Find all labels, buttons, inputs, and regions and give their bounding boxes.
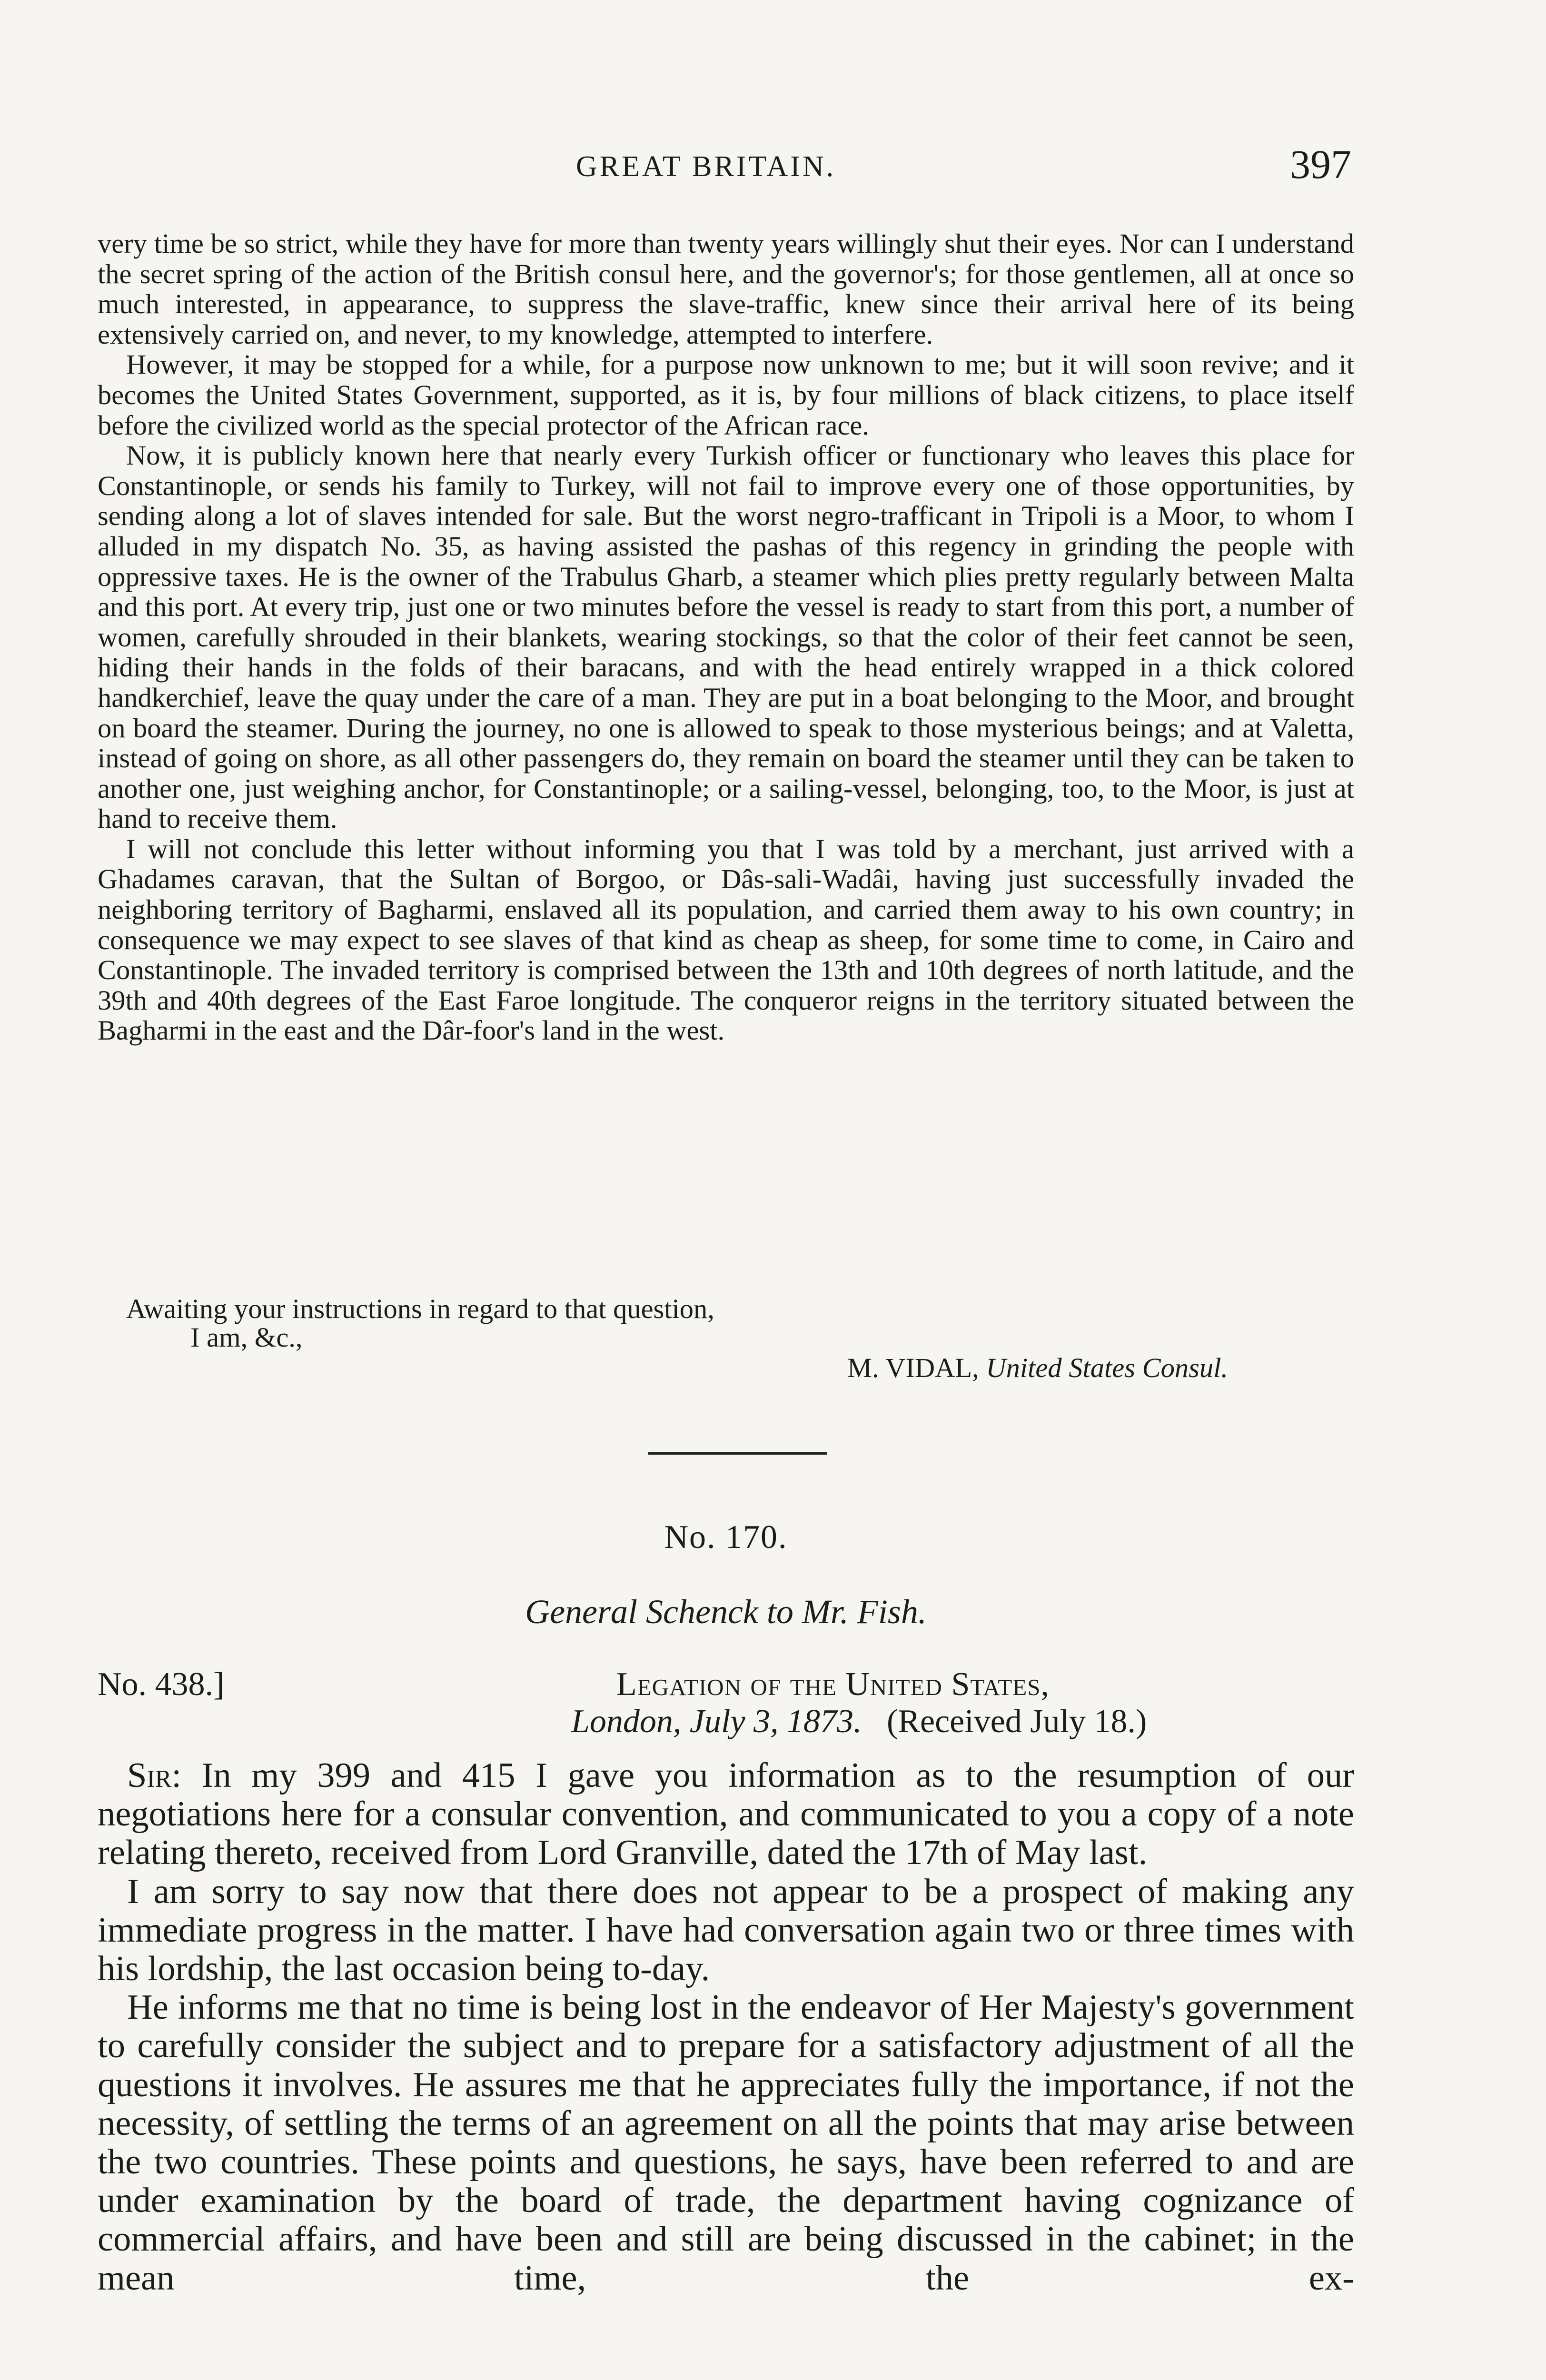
letter-signature — [847, 1352, 1228, 1384]
consul-letter-body — [98, 228, 1354, 1046]
received-date: (Received July 18.) — [887, 1703, 1147, 1740]
signature-title: United States Consul. — [986, 1352, 1229, 1383]
running-title: GREAT BRITAIN. — [576, 150, 836, 183]
running-head — [0, 140, 1546, 198]
schenck-letter-body — [98, 1756, 1354, 2298]
page-number: 397 — [1290, 141, 1351, 187]
legation-line: Legation of the United States, — [616, 1666, 1050, 1703]
letter-closing: Awaiting your instructions in regard to that question, — [126, 1293, 714, 1324]
signature-name: M. VIDAL, — [847, 1352, 979, 1383]
place-date: London, July 3, 1873. — [571, 1703, 862, 1740]
salutation-sir: Sir: — [127, 1756, 182, 1795]
main-paragraph-1 — [98, 1756, 1354, 1873]
main-paragraph-2: I am sorry to say now that there does not appear to be a prospect of making any immediate progress in the matter. I have had conversation again two or three times with his lordship, the last occasion being to-day. — [98, 1872, 1354, 1989]
despatch-number: No. 438.] — [98, 1666, 225, 1703]
section-divider — [648, 1452, 827, 1455]
letter-paragraph-2: However, it may be stopped for a while, for a purpose now unknown to me; but it will soon revive; and it becomes the United States Government, supported, as it is, by four millions of black citizens, to place itself before the civilized world as the special protector of the African race. — [98, 349, 1354, 441]
place-date-line — [571, 1703, 1147, 1740]
letter-paragraph-1: very time be so strict, while they have for more than twenty years willingly shut their eyes. Nor can I understand the secret spring of the action of the British consul here, and the governor's; for those gentlemen, all at once so much interested, in appearance, to suppress the slave-traffic, knew since their arrival here of its being extensively carried on, and never, to my knowledge, attempted to interfere. — [98, 228, 1354, 350]
document-number: No. 170. — [664, 1519, 788, 1556]
letter-paragraph-3: Now, it is publicly known here that nearly every Turkish officer or functionary who leaves this place for Constantinople, or sends his family to Turkey, will not fail to improve every one of those opportunities, by sending along a lot of slaves intended for sale. But the worst negro-trafficant in Tripoli is a Moor, to whom I alluded in my dispatch No. 35, as having assisted the pashas of this regency in grinding the people with oppressive taxes. He is the owner of the Trabulus Gharb, a steamer which plies pretty regularly between Malta and this port. At every trip, just one or two minutes before the vessel is ready to start from this port, a number of women, carefully shrouded in their blankets, wearing stockings, so that the color of their feet cannot be seen, hiding their hands in the folds of their baracans, and with the head entirely wrapped in a thick colored handkerchief, leave the quay under the care of a man. They are put in a boat belonging to the Moor, and brought on board the steamer. During the journey, no one is allowed to speak to those mysterious beings; and at Valetta, instead of going on shore, as all other passengers do, they remain on board the steamer until they can be taken to another one, just weighing anchor, for Constantinople; or a sailing-vessel, belonging, too, to the Moor, is just at hand to receive them. — [98, 440, 1354, 834]
letter-salutation: I am, &c., — [190, 1322, 303, 1353]
letter-paragraph-4: I will not conclude this letter without informing you that I was told by a merchant, just arrived with a Ghadames caravan, that the Sultan of Borgoo, or Dâs-sali-Wadâi, having just successfully invaded the neighboring territory of Bagharmi, enslaved all its population, and carried them away to his own country; in consequence we may expect to see slaves of that kind as cheap as sheep, for some time to come, in Cairo and Constantinople. The invaded territory is comprised between the 13th and 10th degrees of north latitude, and the 39th and 40th degrees of the East Faroe longitude. The conqueror reigns in the territory situated between the Bagharmi in the east and the Dâr-foor's land in the west. — [98, 833, 1354, 1046]
main-paragraph-1-text: In my 399 and 415 I gave you information as to the resumption of our negotiations here for a consular convention, and communicated to you a copy of a note relating thereto, received from Lord Granville, dated the 17th of May last. — [98, 1756, 1354, 1873]
main-paragraph-3: He informs me that no time is being lost in the endeavor of Her Majesty's government to carefully consider the subject and to prepare for a satisfactory adjustment of all the questions it involves. He assures me that he appreciates fully the importance, if not the necessity, of settling the terms of an agreement on all the points that may arise between the two countries. These points and questions, he says, have been referred to and are under examination by the board of trade, the department having cognizance of commercial affairs, and have been and still are being discussed in the cabinet; in the mean time, the ex- — [98, 1988, 1354, 2298]
document-heading: General Schenck to Mr. Fish. — [525, 1593, 927, 1631]
